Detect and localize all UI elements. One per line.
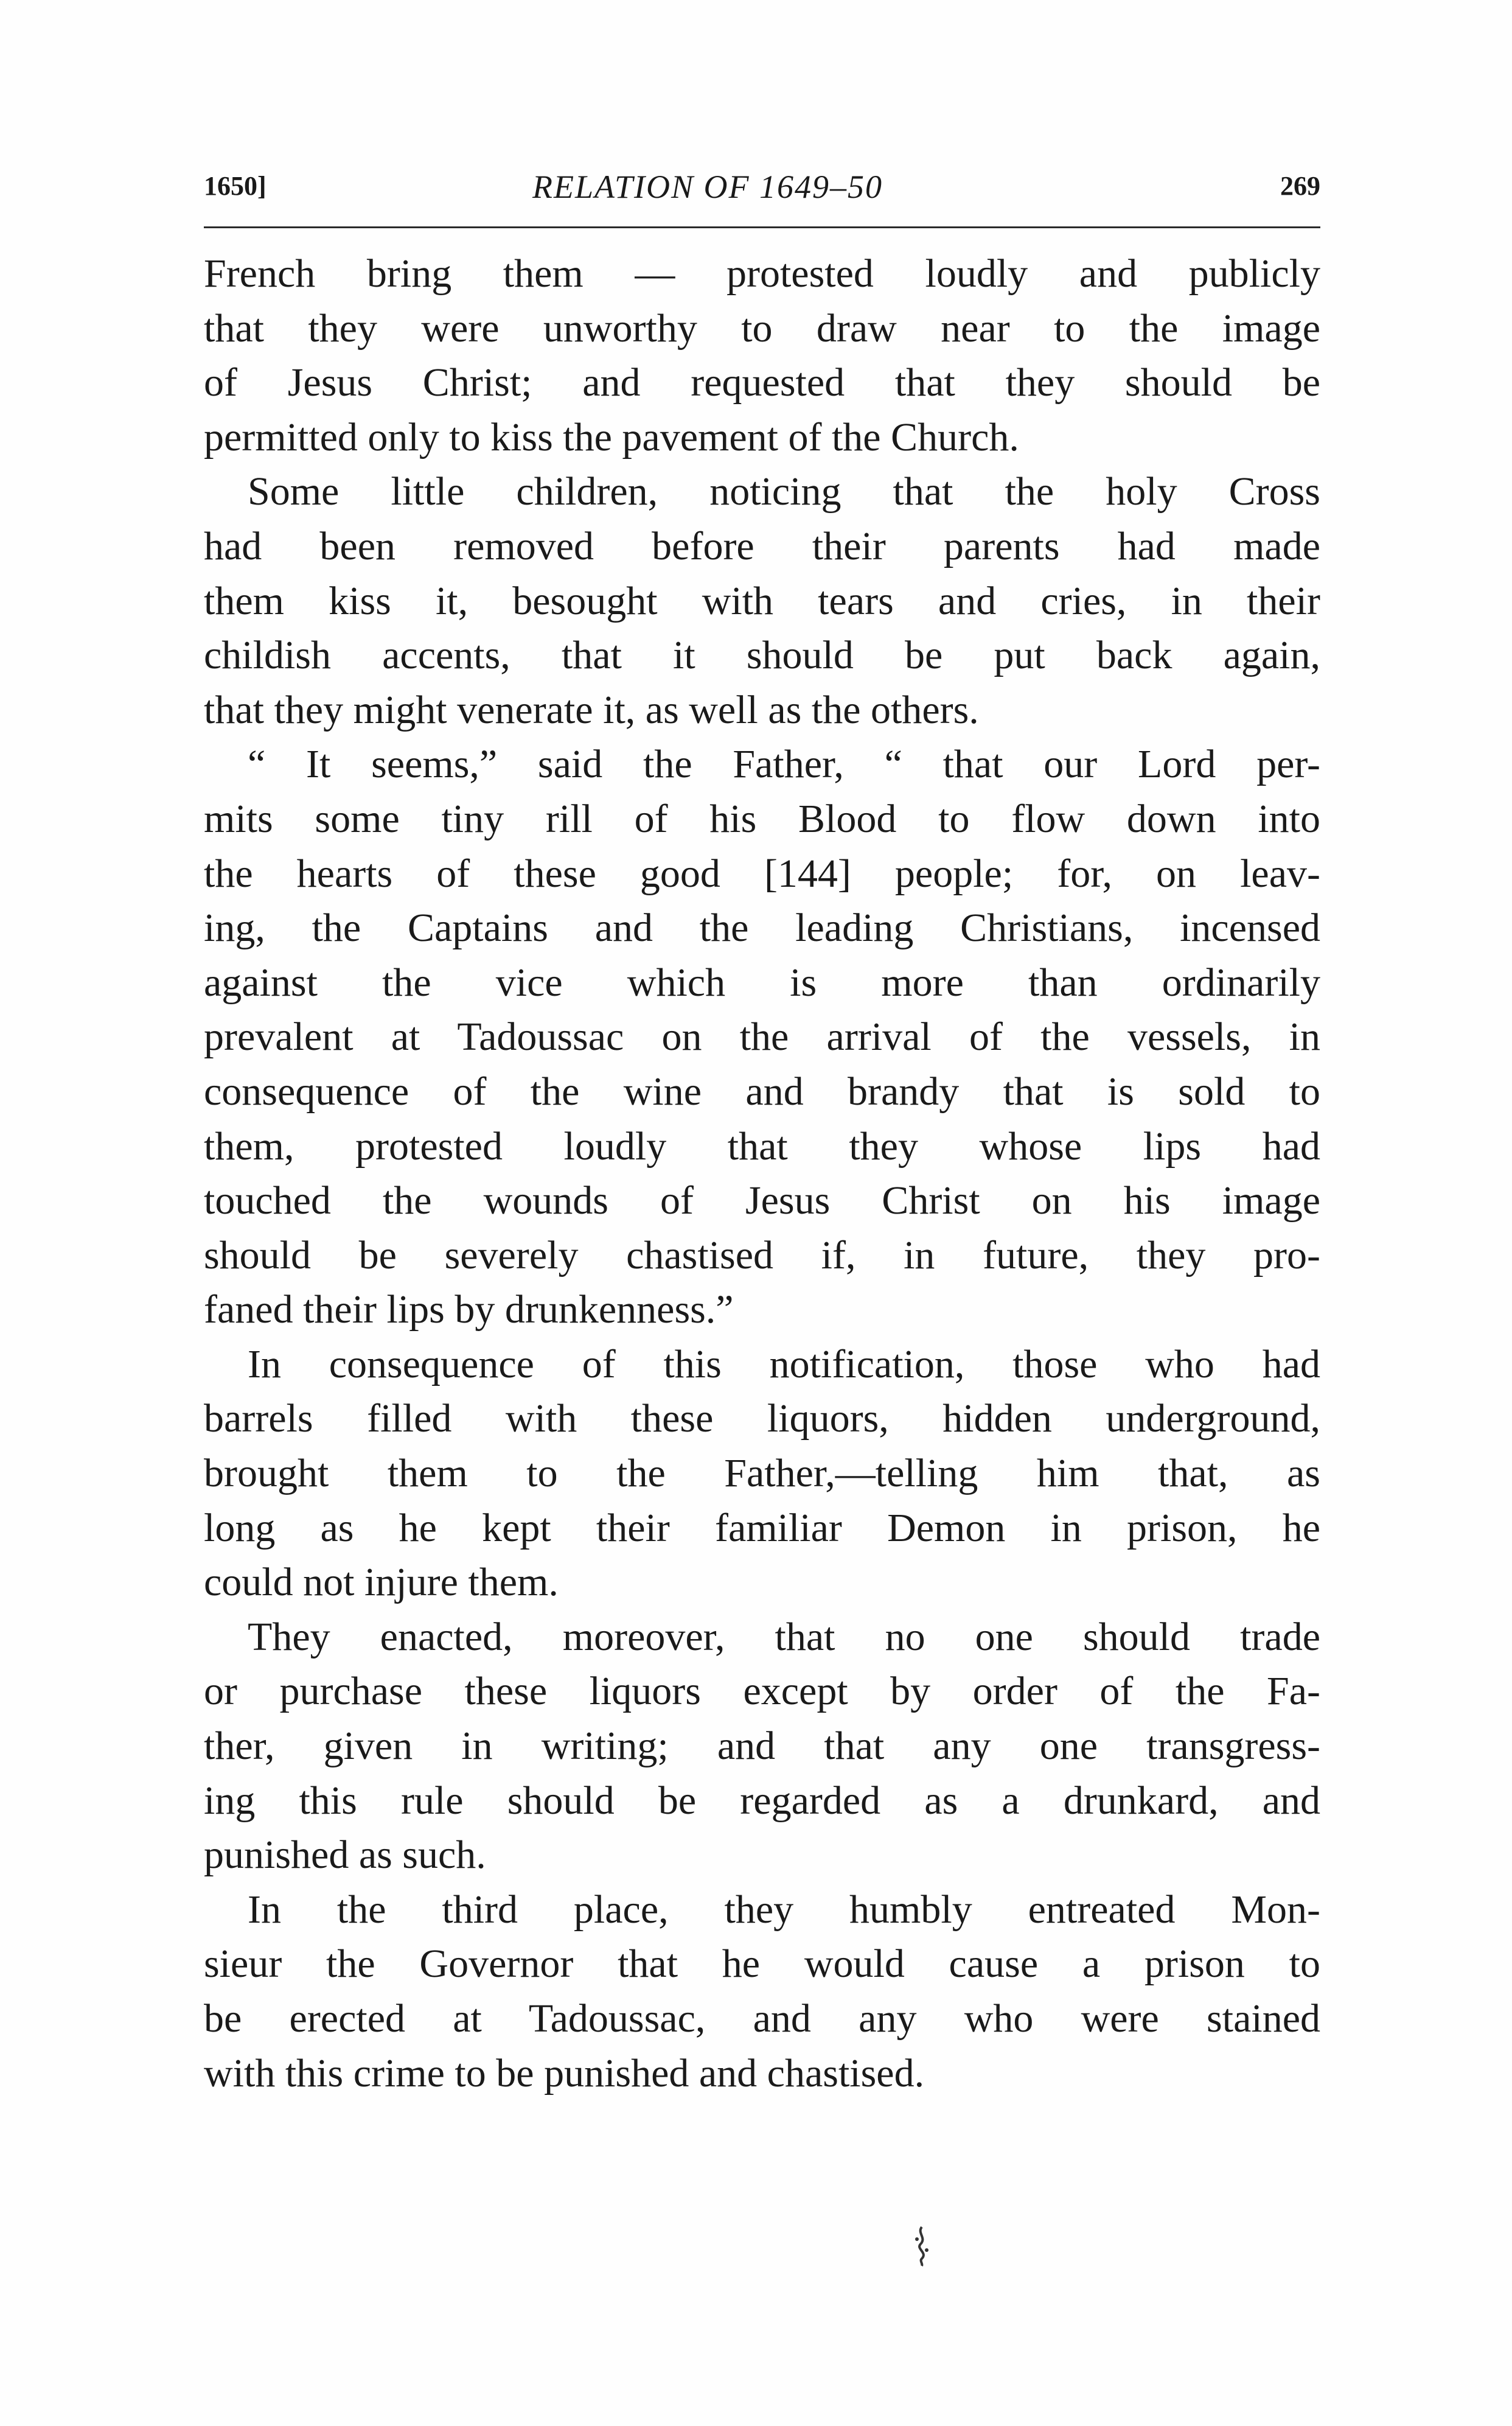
running-title: RELATION OF 1649–50: [532, 169, 883, 205]
text-line: long as he kept their familiar Demon in prison, he: [204, 1505, 1320, 1550]
text-line: ing this rule should be regarded as a drunkard, and: [204, 1778, 1320, 1823]
text-line: prevalent at Tadoussac on the arrival of the vessels, in: [204, 1015, 1320, 1060]
text-line: sieur the Governor that he would cause a prison to: [204, 1942, 1320, 1987]
text-line: against the vice which is more than ordinarily: [204, 960, 1320, 1005]
text-line: permitted only to kiss the pavement of the Church.: [204, 414, 1019, 460]
text-line: be erected at Tadoussac, and any who were stained: [204, 1996, 1320, 2041]
text-line: brought them to the Father,—telling him that, as: [204, 1451, 1320, 1496]
text-line: touched the wounds of Jesus Christ on his image: [204, 1178, 1320, 1223]
text-line: with this crime to be punished and chastised.: [204, 2050, 925, 2096]
text-line: or purchase these liquors except by order of the Fa-: [204, 1669, 1320, 1714]
text-line: should be severely chastised if, in future, they pro-: [204, 1232, 1320, 1278]
text-line: ing, the Captains and the leading Christians, incensed: [204, 906, 1320, 951]
text-line: consequence of the wine and brandy that is sold to: [204, 1069, 1320, 1114]
text-line: French bring them — protested loudly and publicly: [204, 251, 1320, 296]
header-rule: [204, 226, 1320, 228]
text-line: They enacted, moreover, that no one should trade: [248, 1614, 1320, 1659]
text-line: faned their lips by drunkenness.”: [204, 1287, 734, 1332]
text-line: mits some tiny rill of his Blood to flow down into: [204, 796, 1320, 841]
page-number: 269: [1280, 171, 1320, 201]
text-line: that they might venerate it, as well as the others.: [204, 687, 979, 732]
text-line: ther, given in writing; and that any one transgress-: [204, 1724, 1320, 1769]
text-line: In the third place, they humbly entreated Mon-: [248, 1887, 1320, 1932]
text-line: them, protested loudly that they whose lips had: [204, 1124, 1320, 1169]
text-line: In consequence of this notification, those who had: [248, 1341, 1320, 1386]
text-line: had been removed before their parents had made: [204, 523, 1320, 568]
text-line: them kiss it, besought with tears and cries, in their: [204, 578, 1320, 623]
text-line: the hearts of these good [144] people; for, on leav-: [204, 851, 1320, 896]
text-line: punished as such.: [204, 1833, 486, 1878]
text-line: of Jesus Christ; and requested that they should be: [204, 360, 1320, 405]
page-header: [204, 159, 1320, 208]
body-text: [204, 246, 1320, 2100]
text-line: childish accents, that it should be put back again,: [204, 633, 1320, 678]
text-line: could not injure them.: [204, 1560, 559, 1605]
text-line: Some little children, noticing that the holy Cross: [248, 469, 1320, 514]
text-line: barrels filled with these liquors, hidden underground,: [204, 1396, 1320, 1441]
header-year: 1650]: [204, 171, 267, 201]
text-line: that they were unworthy to draw near to the image: [204, 306, 1320, 351]
text-line: “ It seems,” said the Father, “ that our Lord per-: [248, 742, 1320, 787]
printer-mark-icon: [910, 2225, 934, 2267]
